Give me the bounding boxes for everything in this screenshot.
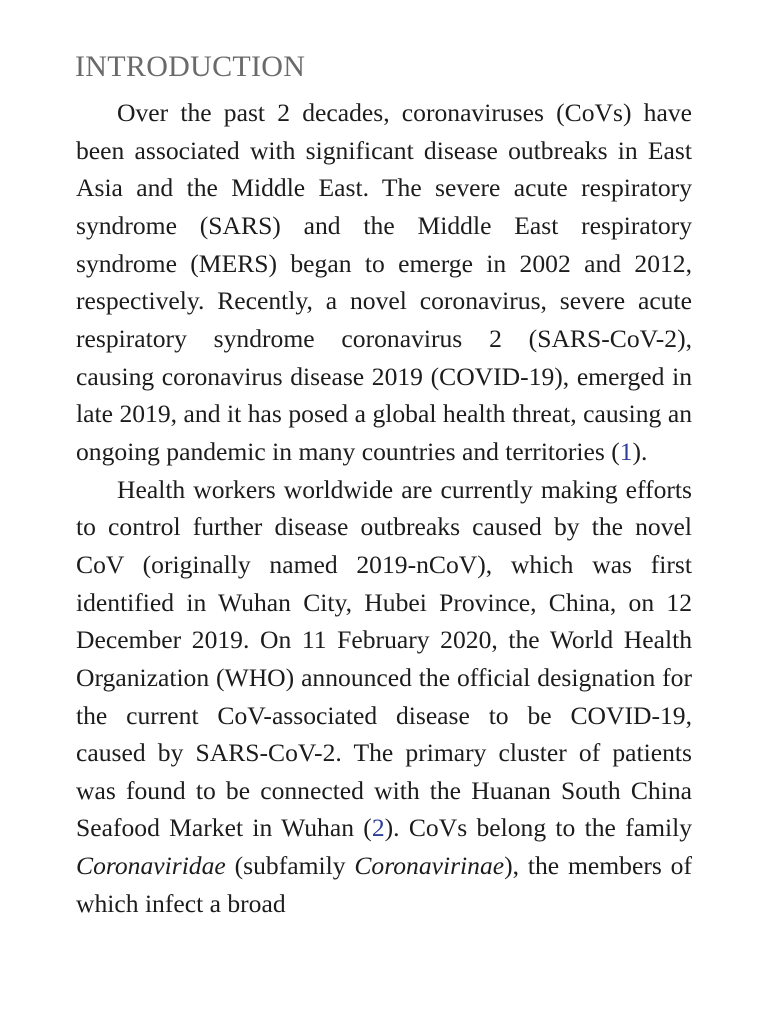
paragraph-1-text: Over the past 2 decades, coronaviruses (CoVs) have been associated with significant disease outbreaks in East Asia and the Middle East. The severe acute respiratory syndrome (SARS) and the Middle East respiratory syndrome (MERS) began to emerge in 2002 and 2012, respectively. Recently, a novel coronavirus, severe acute respiratory syndrome coronavirus 2 (SARS-CoV-2), causing coronavirus disease 2019 (COVID-19), emerged in late 2019, and it has posed a global health threat, causing an ongoing pandemic in many countries and territories ( — [76, 98, 692, 466]
paragraph-1 — [76, 94, 692, 471]
paragraph-2 — [76, 471, 692, 923]
paragraph-2-mid-2: (subfamily — [225, 851, 355, 881]
taxon-subfamily: Coronavirinae — [354, 851, 505, 881]
paragraph-1-end: ). — [632, 436, 648, 466]
paragraph-2-text: Health workers worldwide are currently making efforts to control further disease outbreaks caused by the novel CoV (originally named 2019-nCoV), which was first identified in Wuhan City, Hubei Province, China, on 12 December 2019. On 11 February 2020, the World Health Organization (WHO) announced the official designation for the current CoV-associated disease to be COVID-19, caused by SARS-CoV-2. The primary cluster of patients was found to be connected with the Huanan South China Seafood Market in Wuhan ( — [76, 474, 692, 843]
taxon-family: Coronaviridae — [76, 851, 226, 881]
paragraph-2-end: ), the members of which infect a broad — [76, 851, 692, 918]
reference-link-2[interactable]: 2 — [371, 813, 385, 843]
section-heading: INTRODUCTION — [75, 50, 306, 83]
paragraph-2-mid: ). CoVs belong to the family — [384, 813, 692, 843]
reference-link-1[interactable]: 1 — [619, 436, 633, 466]
